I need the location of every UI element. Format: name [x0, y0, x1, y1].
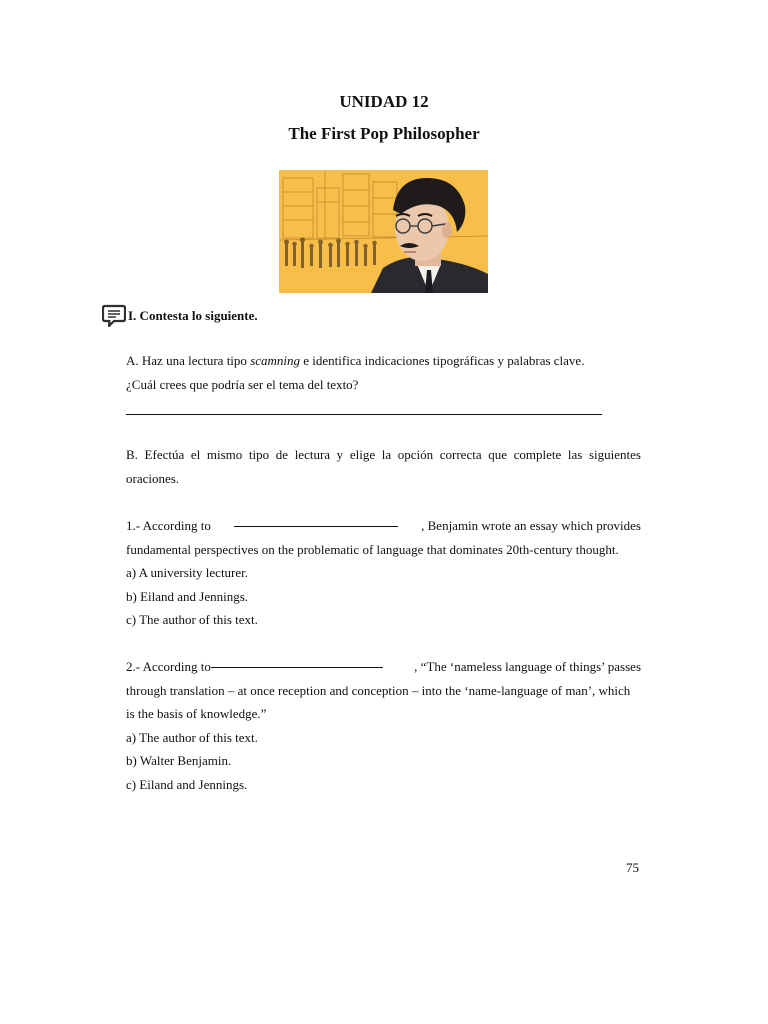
question-2-option-c[interactable]: c) Eiland and Jennings. — [126, 776, 248, 792]
document-title: The First Pop Philosopher — [288, 124, 480, 143]
page-number: 75 — [626, 860, 639, 875]
question-2-option-a[interactable]: a) The author of this text. — [126, 729, 258, 745]
unit-title: UNIDAD 12 — [339, 92, 429, 111]
question-1-line-2: fundamental perspectives on the problematic of language that dominates 20th-century thought. — [126, 541, 619, 557]
question-2-prefix: 2.- According to — [126, 659, 211, 674]
question-1-prefix: 1.- According to — [126, 518, 211, 533]
section-heading-label: I. Contesta lo siguiente. — [128, 308, 258, 323]
question-2-option-b[interactable]: b) Walter Benjamin. — [126, 753, 232, 768]
question-2 — [126, 655, 641, 796]
part-a-prefix: A. Haz una lectura tipo — [126, 353, 251, 368]
part-a-line-1 — [126, 349, 641, 373]
illustration-image — [279, 170, 488, 293]
part-b-instructions: B. Efectúa el mismo tipo de lectura y elige la opción correcta que complete las siguientes oraciones. — [126, 447, 641, 486]
part-a-line-2: ¿Cuál crees que podría ser el tema del texto? — [126, 376, 359, 392]
portrait-illustration — [279, 170, 488, 293]
question-2-lead — [126, 655, 383, 679]
question-1 — [126, 514, 641, 632]
answer-line[interactable] — [126, 414, 602, 415]
question-2-line-2: through translation – at once reception and conception – into the ‘name-language of man’, which — [126, 682, 631, 698]
question-1-blank[interactable] — [234, 514, 398, 527]
question-2-line-1 — [126, 655, 641, 679]
speech-bubble-icon — [102, 304, 126, 328]
question-1-line-1 — [126, 514, 641, 538]
question-2-line-3: is the basis of knowledge.” — [126, 706, 267, 721]
question-1-option-a[interactable]: a) A university lecturer. — [126, 565, 249, 580]
part-a-suffix: e identifica indicaciones tipográficas y palabras clave. — [300, 353, 585, 368]
question-2-suffix: , “The ‘nameless language of things’ passes — [414, 659, 641, 674]
question-1-option-b[interactable]: b) Eiland and Jennings. — [126, 588, 249, 604]
part-a-italic: scamning — [250, 353, 301, 368]
question-1-option-c[interactable]: c) The author of this text. — [126, 612, 258, 627]
question-2-blank[interactable] — [211, 655, 383, 668]
question-1-suffix: , Benjamin wrote an essay which provides — [421, 518, 641, 533]
part-a — [126, 349, 641, 396]
section-heading — [102, 303, 258, 329]
